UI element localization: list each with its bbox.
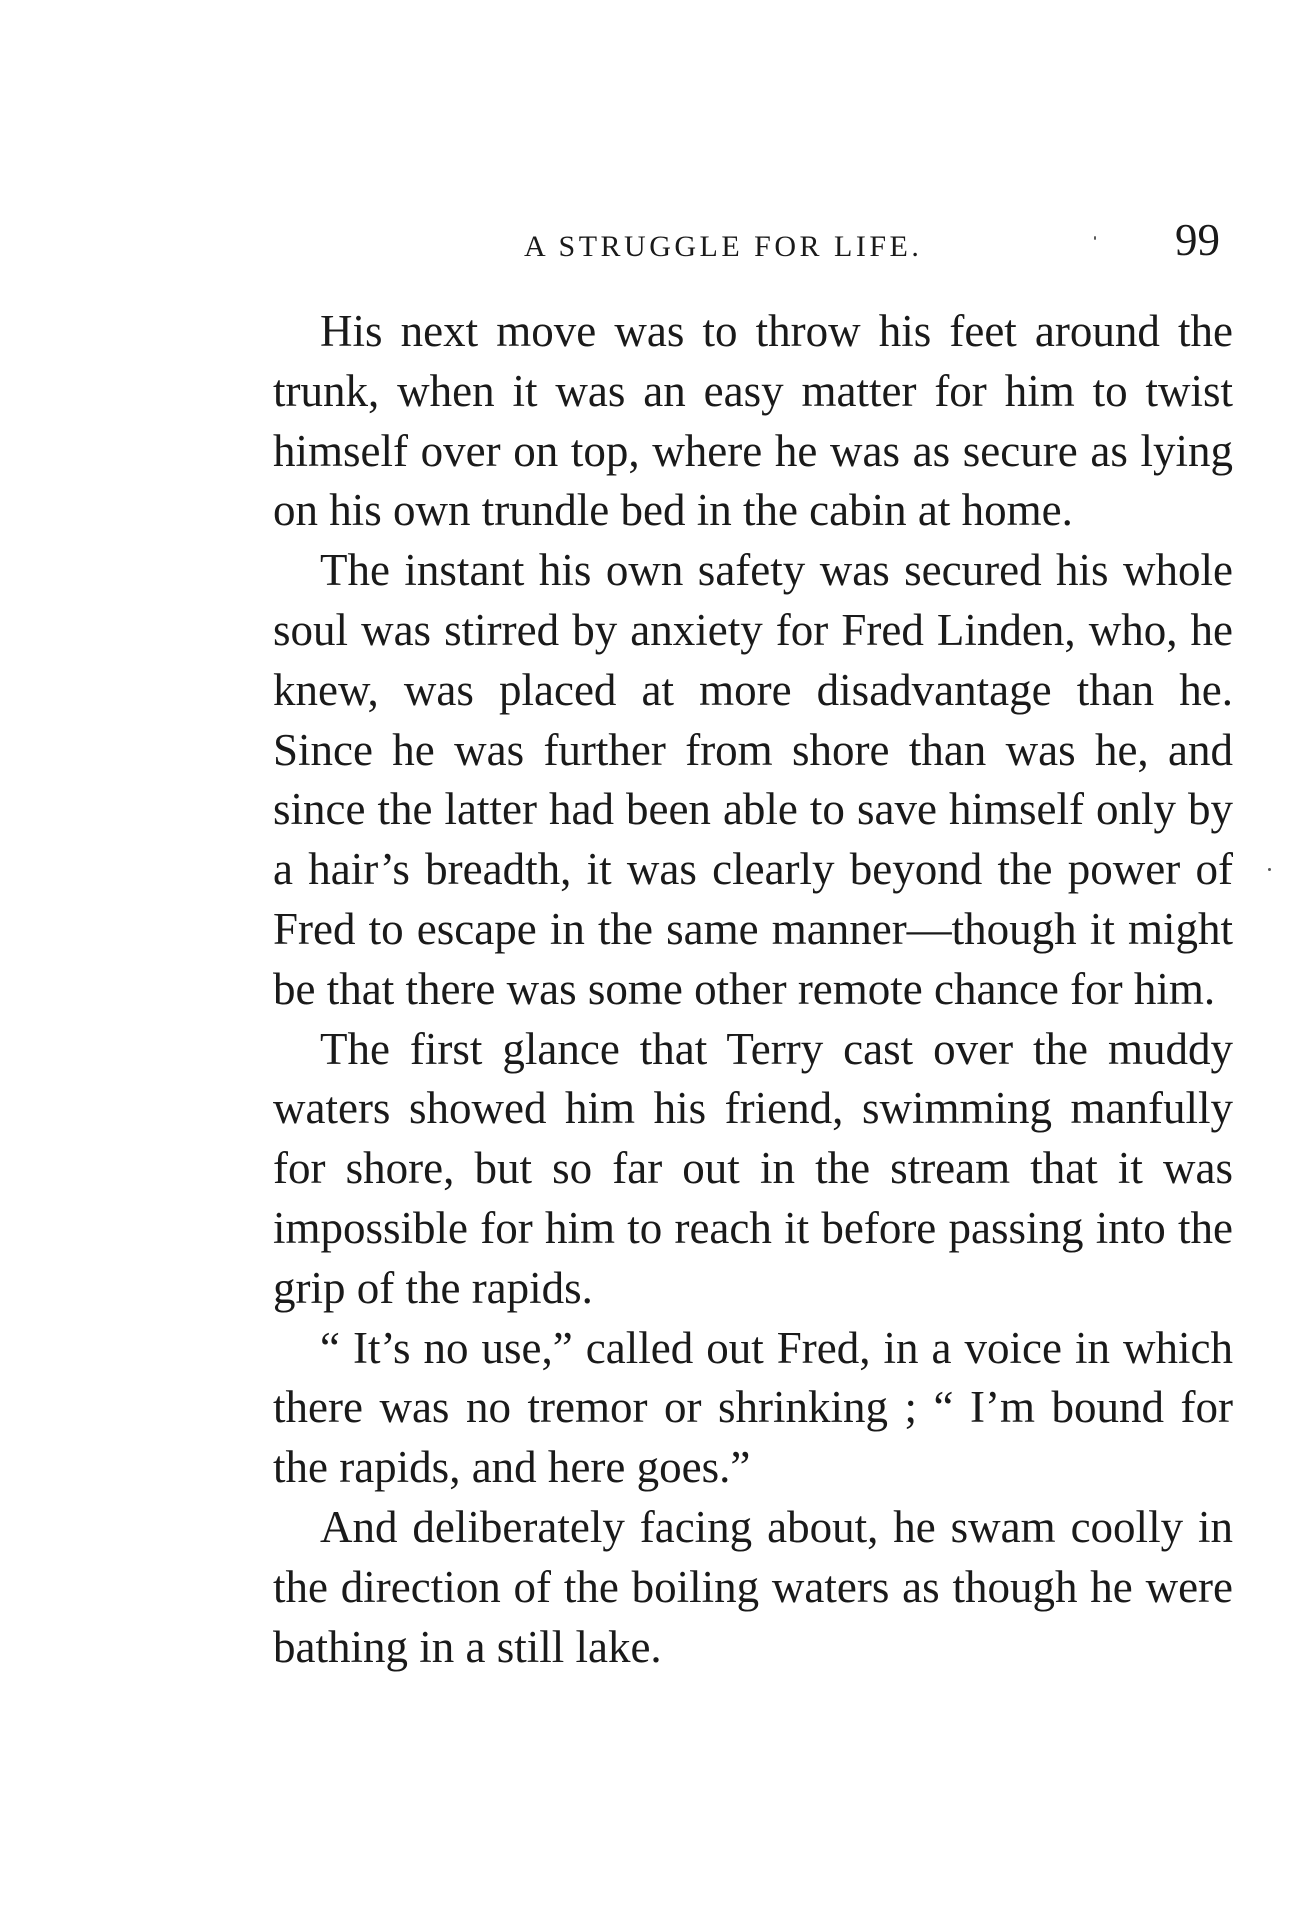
paragraph: The first glance that Terry cast over the muddy waters showed him his friend, swimming manfully for shore, but so far out in the stream that it was impossible for him to reach it before passing into the grip of the rapids. — [273, 1023, 1233, 1313]
paragraph: The instant his own safety was secured his whole soul was stirred by anxiety for Fred Linden, who, he knew, was placed at more disadvantage than he. Since he was further from shore than was he, and since the latter had been able to save himself only by a hair’s breadth, it was clearly beyond the power of Fred to escape in the same manner—though it might be that there was some other remote chance for him. — [273, 545, 1233, 1014]
paragraph: And deliberately facing about, he swam coolly in the direction of the boiling waters as though he were bathing in a still lake. — [273, 1501, 1233, 1672]
paragraph: “ It’s no use,” called out Fred, in a voice in which there was no tremor or shrinking ; “ I’m bound for the rapids, and here goes.” — [273, 1322, 1233, 1493]
page-number: 99 — [1175, 215, 1220, 265]
running-title: A STRUGGLE FOR LIFE. — [524, 230, 923, 263]
body-text — [273, 302, 1233, 1677]
paragraph: His next move was to throw his feet around the trunk, when it was an easy matter for him to twist himself over on top, where he was as secure as lying on his own trundle bed in the cabin at home. — [273, 306, 1233, 536]
running-head — [0, 214, 1296, 264]
print-speck — [1268, 868, 1271, 871]
print-speck — [1094, 236, 1096, 240]
